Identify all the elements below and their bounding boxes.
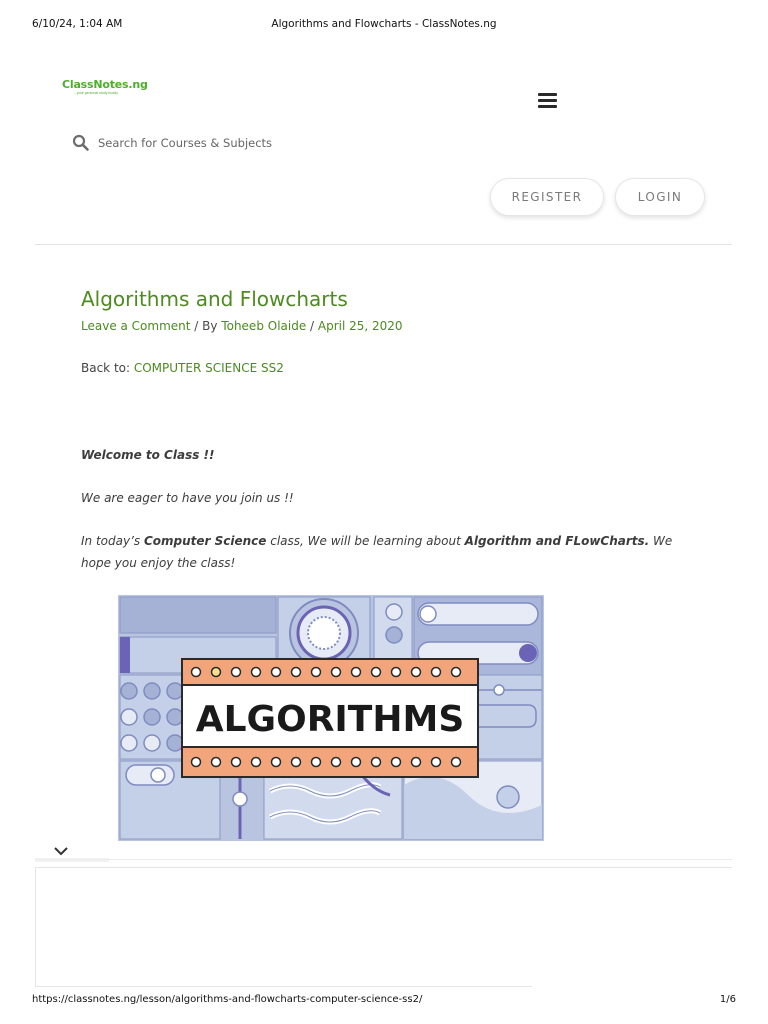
date-link[interactable]: April 25, 2020 — [317, 319, 403, 333]
author-link[interactable]: Toheeb Olaide — [221, 319, 307, 333]
intro-topic: Algorithm and FLowCharts. — [464, 534, 650, 548]
login-button[interactable]: LOGIN — [615, 178, 705, 216]
print-header — [32, 18, 736, 32]
course-link[interactable]: COMPUTER SCIENCE SS2 — [133, 361, 284, 375]
page-title: Algorithms and Flowcharts — [81, 287, 348, 311]
print-page-number: 1/6 — [719, 994, 736, 1005]
embedded-frame — [35, 867, 532, 987]
welcome-text: Welcome to Class !! — [81, 448, 215, 462]
print-page-title: Algorithms and Flowcharts - ClassNotes.ng — [271, 18, 497, 30]
print-footer — [32, 994, 736, 1005]
leave-comment-link[interactable]: Leave a Comment — [81, 319, 191, 333]
breadcrumb — [81, 361, 284, 375]
figure-title: ALGORITHMS — [195, 699, 465, 740]
search-bar — [72, 132, 372, 154]
meta-separator: / — [306, 319, 318, 333]
intro-suffix: We hope you enjoy the class! — [81, 534, 673, 570]
intro-subject: Computer Science — [143, 534, 267, 548]
menu-icon[interactable] — [538, 93, 557, 108]
site-logo[interactable] — [62, 78, 148, 95]
intro-paragraph — [81, 530, 681, 574]
logo-tagline: ...your personal study buddy — [74, 91, 118, 95]
embed-right-line — [532, 867, 732, 868]
back-to-label: Back to: — [81, 361, 134, 375]
intro-prefix: In today’s — [81, 534, 144, 548]
eager-text: We are eager to have you join us !! — [81, 491, 294, 505]
chevron-down-icon[interactable] — [53, 845, 69, 857]
logo-text: ClassNotes.ng — [62, 78, 148, 91]
print-url: https://classnotes.ng/lesson/algorithms-and-flowcharts-computer-science-ss2/ — [32, 994, 423, 1005]
header-divider — [35, 244, 732, 245]
meta-by: / By — [190, 319, 222, 333]
print-datetime: 6/10/24, 1:04 AM — [32, 18, 123, 30]
algorithms-illustration — [118, 595, 544, 841]
register-button[interactable]: REGISTER — [490, 178, 604, 216]
search-input[interactable] — [98, 136, 358, 150]
post-meta — [81, 319, 403, 333]
intro-mid: class, We will be learning about — [266, 534, 465, 548]
embed-top-border — [35, 859, 732, 860]
search-icon[interactable] — [72, 134, 90, 152]
